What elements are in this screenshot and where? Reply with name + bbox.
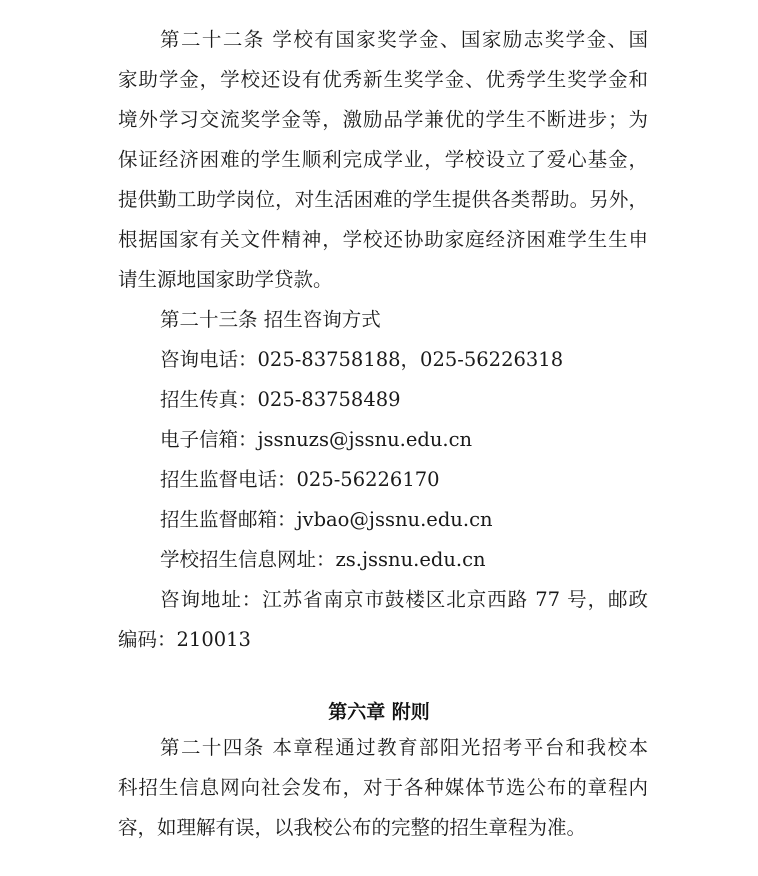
consult-phone: 咨询电话：025-83758188，025-56226318 [160, 348, 564, 371]
article-22-line-3: 境外学习交流奖学金等，激励品学兼优的学生不断进步；为 [118, 108, 648, 131]
article-22-line-2: 家助学金，学校还设有优秀新生奖学金、优秀学生奖学金和 [118, 68, 648, 91]
supervision-phone: 招生监督电话：025-56226170 [160, 468, 440, 491]
article-22-line-4: 保证经济困难的学生顺利完成学业，学校设立了爱心基金， [118, 148, 648, 171]
chapter-heading: 第六章 附则 [328, 701, 430, 723]
article-24-line-1: 第二十四条 本章程通过教育部阳光招考平台和我校本 [160, 736, 648, 759]
article-22-line-7: 请生源地国家助学贷款。 [118, 268, 333, 291]
article-24-line-3: 容，如理解有误，以我校公布的完整的招生章程为准。 [118, 816, 587, 839]
article-22-line-6: 根据国家有关文件精神，学校还协助家庭经济困难学生生申 [118, 228, 648, 251]
consult-address-line-2: 编码：210013 [118, 628, 251, 651]
admission-website: 学校招生信息网址：zs.jssnu.edu.cn [160, 548, 486, 571]
article-22-line-5: 提供勤工助学岗位，对生活困难的学生提供各类帮助。另外， [118, 188, 648, 211]
article-23-title: 第二十三条 招生咨询方式 [160, 308, 381, 331]
contact-email: 电子信箱：jssnuzs@jssnu.edu.cn [160, 428, 473, 451]
consult-address-line-1: 咨询地址：江苏省南京市鼓楼区北京西路 77 号，邮政 [160, 588, 648, 611]
supervision-email: 招生监督邮箱：jvbao@jssnu.edu.cn [160, 508, 493, 531]
article-24-line-2: 科招生信息网向社会发布，对于各种媒体节选公布的章程内 [118, 776, 648, 799]
article-22-line-1: 第二十二条 学校有国家奖学金、国家励志奖学金、国 [160, 28, 648, 51]
admission-fax: 招生传真：025-83758489 [160, 388, 401, 411]
